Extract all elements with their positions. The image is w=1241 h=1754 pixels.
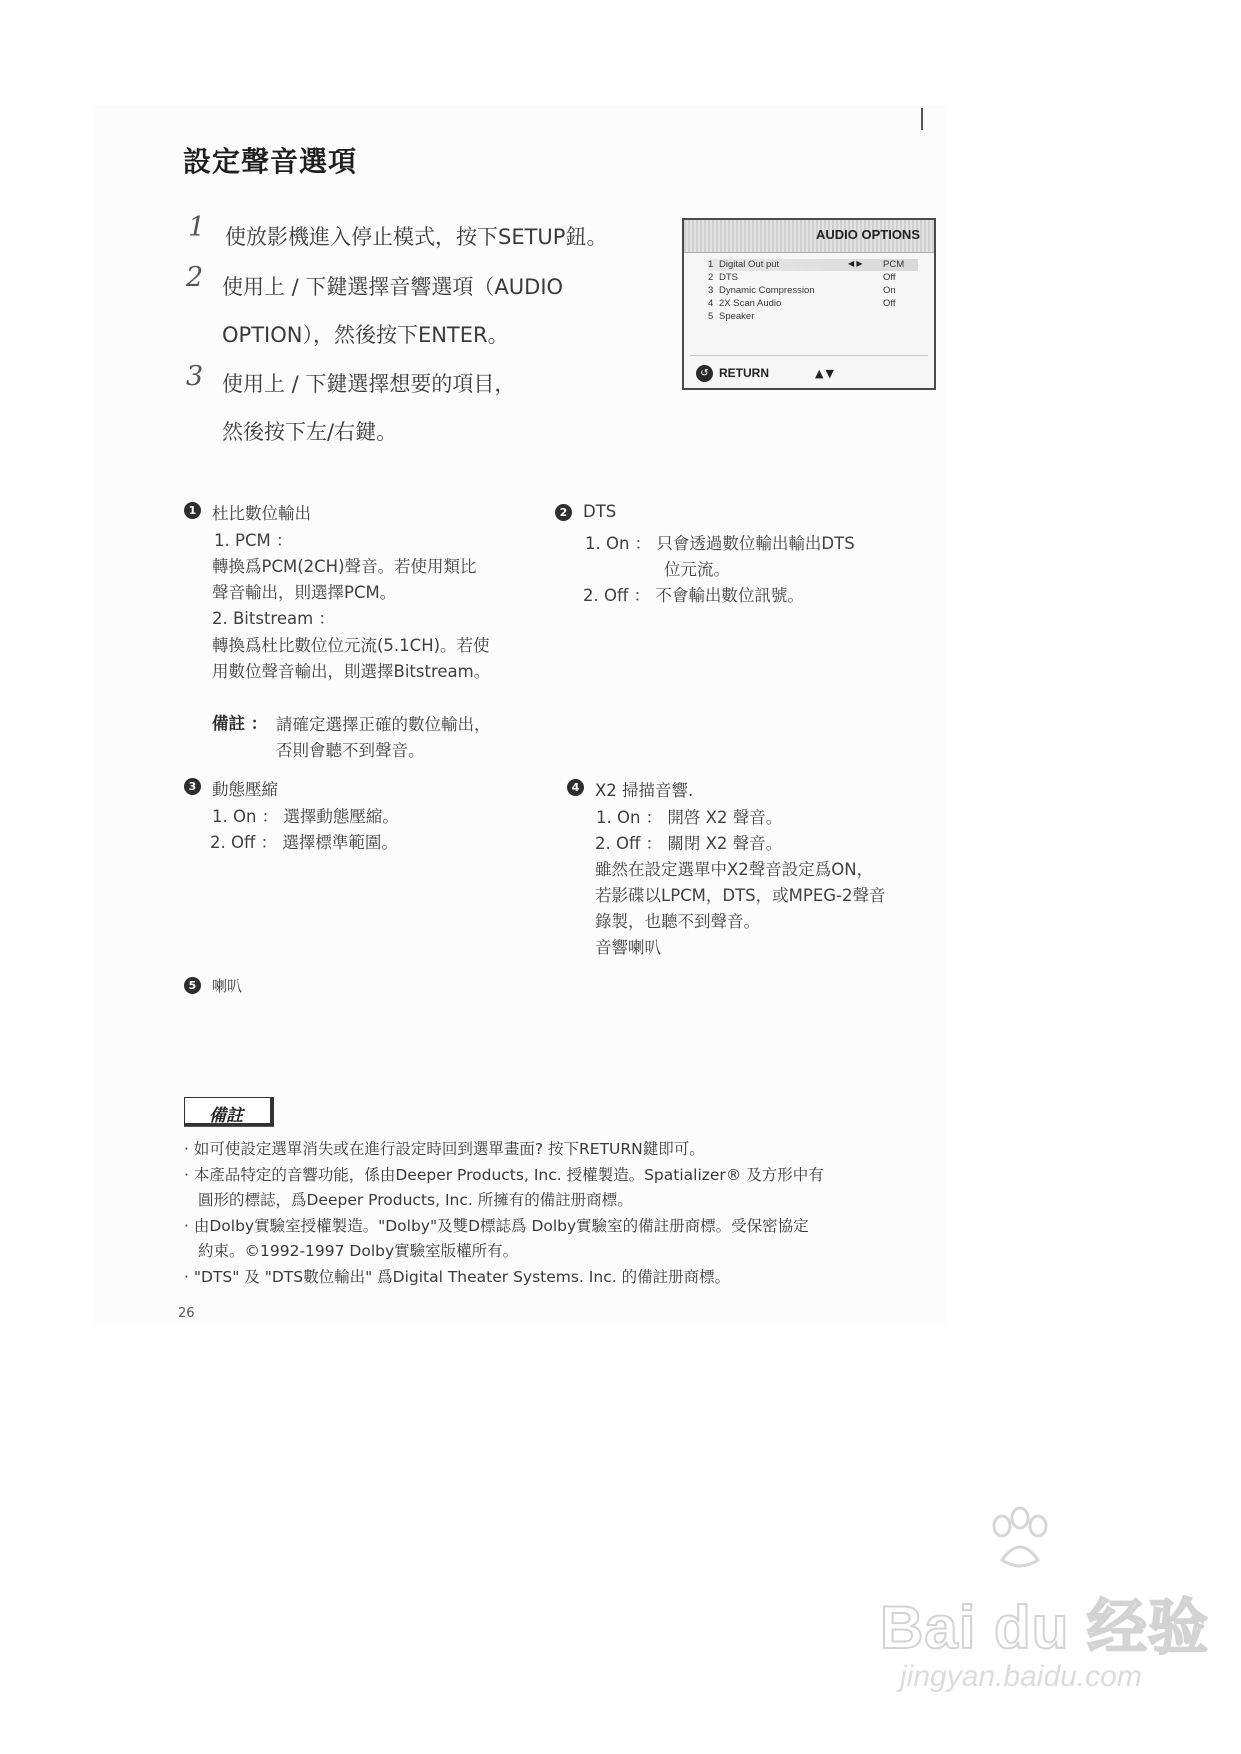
section-1-line: 用數位聲音輸出，則選擇Bitstream。 bbox=[212, 662, 491, 681]
section-4-line: 音響喇叭 bbox=[595, 938, 661, 957]
osd-row-speaker[interactable] bbox=[708, 311, 918, 323]
osd-row-number: 1 bbox=[708, 259, 714, 270]
section-2-line: 2. Off ： 不會輸出數位訊號。 bbox=[583, 586, 804, 605]
section-4-bullet: 4 bbox=[567, 779, 584, 796]
section-1-line: 1. PCM ： bbox=[214, 531, 293, 550]
step-3-text-line2: 然後按下左/右鍵。 bbox=[222, 420, 398, 444]
section-2-line: 1. On ： 只會透過數位輸出輸出DTS bbox=[585, 534, 855, 553]
page-number: 26 bbox=[178, 1306, 195, 1321]
osd-row-number: 4 bbox=[708, 298, 714, 309]
osd-row-value: On bbox=[883, 285, 896, 296]
section-1-line: 2. Bitstream ： bbox=[212, 609, 335, 628]
left-right-arrows-icon: ◀ ▶ bbox=[848, 259, 863, 268]
section-1-note-line: 請確定選擇正確的數位輸出， bbox=[276, 715, 491, 734]
step-2-number: 2 bbox=[186, 262, 204, 293]
section-1-bullet: 1 bbox=[184, 502, 201, 519]
step-2-text-line1: 使用上 / 下鍵選擇音響選項（AUDIO bbox=[222, 275, 564, 299]
return-icon: ↺ bbox=[696, 365, 713, 382]
audio-options-osd bbox=[682, 218, 936, 390]
section-4-line: 1. On ： 開啓 X2 聲音。 bbox=[596, 808, 783, 827]
page-edge-mark bbox=[921, 108, 923, 130]
note-item: · 由Dolby實驗室授權製造。"Dolby"及雙D標誌爲 Dolby實驗室的備註册商標。受保密協定 bbox=[184, 1217, 809, 1235]
section-2-title: DTS bbox=[583, 502, 617, 521]
section-4-title: X2 掃描音響. bbox=[595, 781, 694, 800]
step-1-text: 使放影機進入停止模式，按下SETUP鈕。 bbox=[225, 225, 608, 249]
osd-row-dynamic-compression[interactable] bbox=[708, 285, 918, 297]
osd-row-2x-scan-audio[interactable] bbox=[708, 298, 918, 310]
baidu-watermark-url: jingyan.baidu.com bbox=[900, 1660, 1142, 1693]
section-1-note-label: 備註 ： bbox=[212, 714, 268, 733]
osd-row-label: Speaker bbox=[719, 311, 755, 322]
section-3-title: 動態壓縮 bbox=[212, 780, 278, 799]
section-1-line: 轉換爲PCM(2CH)聲音。若使用類比 bbox=[212, 557, 477, 576]
step-3-text-line1: 使用上 / 下鍵選擇想要的項目， bbox=[222, 372, 516, 396]
osd-row-number: 3 bbox=[708, 285, 714, 296]
step-2-text-line2: OPTION），然後按下ENTER。 bbox=[222, 323, 509, 347]
baidu-paw-icon bbox=[980, 1502, 1060, 1582]
osd-row-value: PCM bbox=[883, 259, 905, 270]
osd-divider bbox=[690, 355, 928, 356]
osd-header bbox=[684, 220, 934, 253]
osd-row-value: Off bbox=[883, 298, 896, 309]
up-down-arrows-icon: ▲▼ bbox=[815, 367, 836, 380]
note-item: · 本產品特定的音響功能，係由Deeper Products, Inc. 授權製造。Spatializer® 及方形中有 bbox=[184, 1166, 824, 1184]
step-3-number: 3 bbox=[186, 361, 204, 392]
note-item-continuation: 約束。©1992-1997 Dolby實驗室版權所有。 bbox=[198, 1242, 519, 1260]
page-title: 設定聲音選項 bbox=[183, 145, 358, 178]
note-item-continuation: 圓形的標誌，爲Deeper Products, Inc. 所擁有的備註册商標。 bbox=[198, 1191, 633, 1209]
section-1-title: 杜比數位輸出 bbox=[212, 504, 311, 523]
osd-row-label: DTS bbox=[719, 272, 738, 283]
osd-row-digital-output[interactable] bbox=[708, 259, 918, 271]
section-2-bullet: 2 bbox=[555, 504, 572, 521]
notes-box-label: 備註 bbox=[209, 1106, 243, 1126]
section-1-note-line: 否則會聽不到聲音。 bbox=[276, 741, 425, 760]
osd-row-label: 2X Scan Audio bbox=[719, 298, 782, 309]
notes-rule bbox=[184, 1126, 274, 1127]
note-item: · 如可使設定選單消失或在進行設定時回到選單畫面? 按下RETURN鍵即可。 bbox=[184, 1140, 705, 1158]
osd-row-label: Dynamic Compression bbox=[719, 285, 815, 296]
step-1-number: 1 bbox=[188, 212, 206, 243]
osd-row-dts[interactable] bbox=[708, 272, 918, 284]
section-4-line: 錄製，也聽不到聲音。 bbox=[595, 912, 760, 931]
section-4-line: 2. Off ： 關閉 X2 聲音。 bbox=[595, 834, 783, 853]
baidu-watermark-logo: Bai du 经验 bbox=[880, 1594, 1210, 1661]
section-1-line: 轉換爲杜比數位位元流(5.1CH)。若使 bbox=[212, 636, 490, 655]
osd-row-number: 5 bbox=[708, 311, 714, 322]
section-5-bullet: 5 bbox=[184, 977, 201, 994]
osd-row-number: 2 bbox=[708, 272, 714, 283]
section-1-line: 聲音輸出，則選擇PCM。 bbox=[212, 583, 397, 602]
notes-box bbox=[184, 1097, 274, 1126]
section-3-bullet: 3 bbox=[184, 778, 201, 795]
section-2-line: 位元流。 bbox=[664, 560, 730, 579]
osd-row-label: Digital Out put bbox=[719, 259, 780, 270]
return-label: RETURN bbox=[719, 366, 769, 380]
section-3-line: 1. On ： 選擇動態壓縮。 bbox=[212, 807, 399, 826]
section-4-line: 雖然在設定選單中X2聲音設定爲ON， bbox=[595, 860, 874, 879]
osd-title: AUDIO OPTIONS bbox=[815, 227, 920, 242]
osd-row-value: Off bbox=[883, 272, 896, 283]
section-4-line: 若影碟以LPCM，DTS，或MPEG-2聲音 bbox=[595, 886, 886, 905]
section-5-title: 喇叭 bbox=[212, 977, 243, 995]
section-3-line: 2. Off ： 選擇標準範圍。 bbox=[210, 833, 398, 852]
note-item: · "DTS" 及 "DTS數位輸出" 爲Digital Theater Systems. Inc. 的備註册商標。 bbox=[184, 1268, 731, 1286]
